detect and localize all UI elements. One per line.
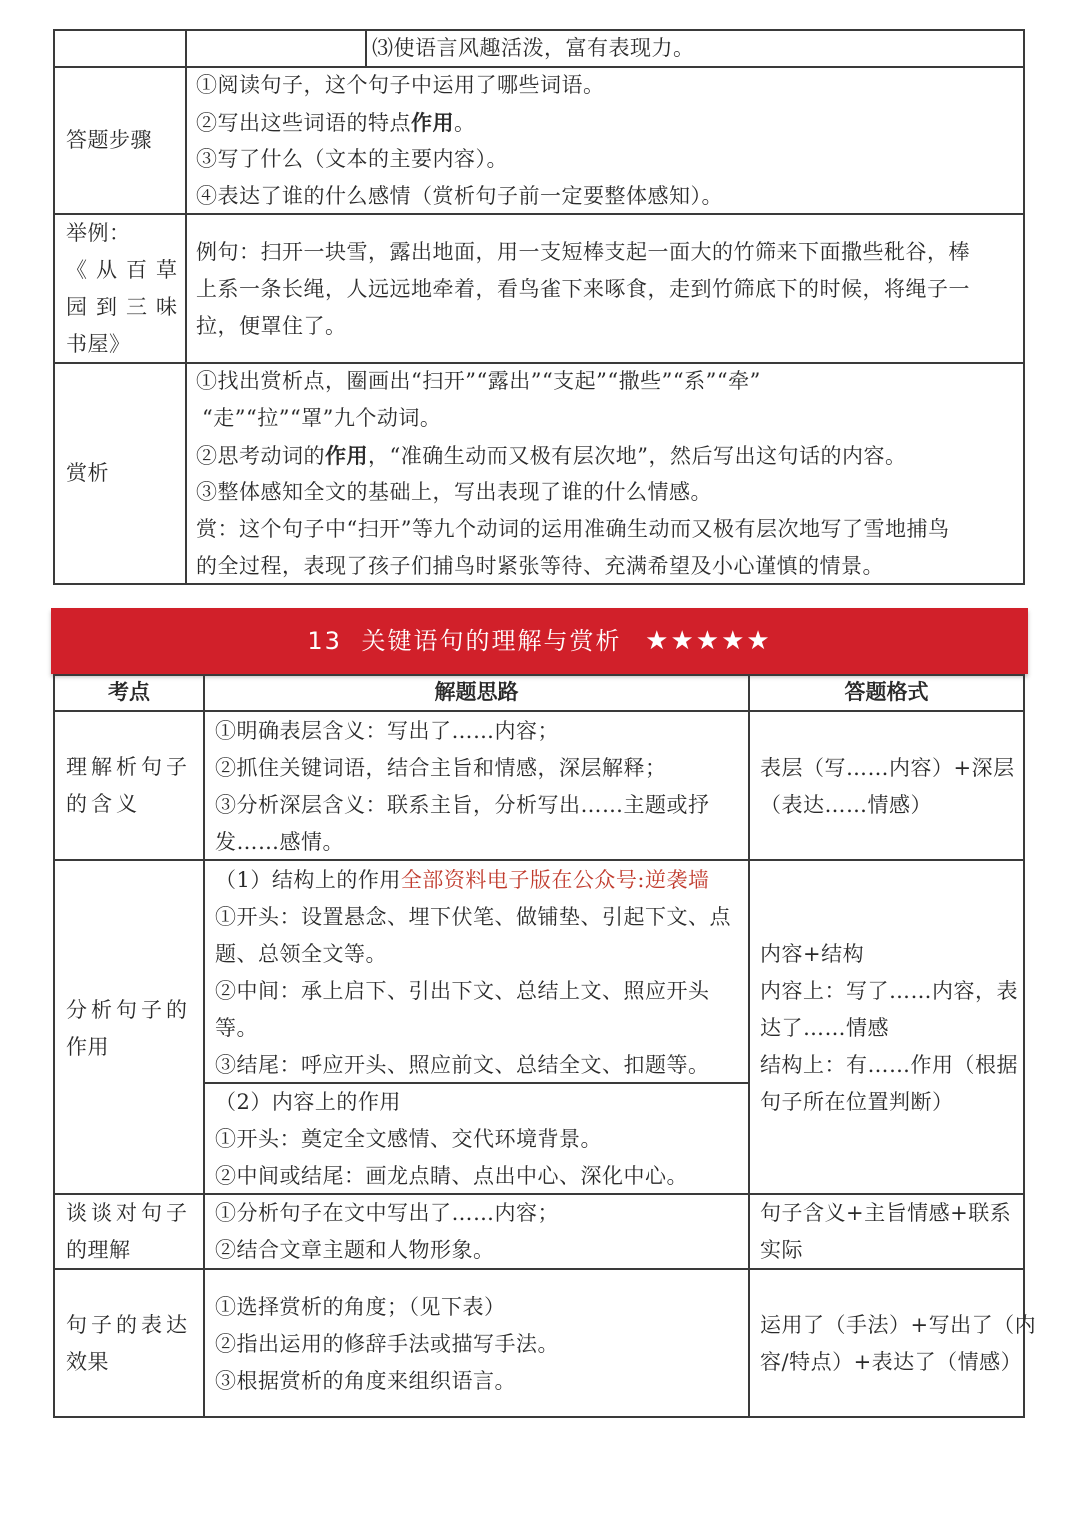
format-line: 表层（写……内容）+深层 — [760, 756, 1015, 780]
rating-stars: ★★★★★ — [645, 626, 772, 656]
text-line: 等。 — [215, 1016, 258, 1040]
format-line: 结构上：有……作用（根据 — [760, 1053, 1018, 1077]
format-line: 运用了（手法）+写出了（内 — [760, 1313, 1037, 1337]
label-line: 举例： — [66, 221, 131, 245]
list-item: ③写了什么（文本的主要内容）。 — [196, 147, 508, 171]
format-line: 内容+结构 — [760, 942, 865, 966]
text-line: ②抓住关键词语，结合主旨和情感，深层解释； — [215, 756, 667, 780]
text-line: ①开头：设置悬念、埋下伏笔、做铺垫、引起下文、点 — [215, 905, 731, 929]
section-number: 13 — [307, 627, 342, 655]
column-header: 答题格式 — [844, 680, 929, 704]
text-line: ①开头：奠定全文感情、交代环境背景。 — [215, 1127, 602, 1151]
row-label: 谈谈对句子 — [66, 1201, 191, 1225]
table-cell: ⑶使语言风趣活泼，富有表现力。 — [372, 36, 695, 60]
format-line: 句子所在位置判断） — [760, 1090, 954, 1114]
text-line: 拉，便罩住了。 — [196, 314, 347, 338]
text-line: ②中间或结尾：画龙点睛、点出中心、深化中心。 — [215, 1164, 688, 1188]
format-line: 句子含义+主旨情感+联系 — [760, 1201, 1012, 1225]
list-item: ④表达了谁的什么感情（赏析句子前一定要整体感知）。 — [196, 184, 723, 208]
text-line: 例句：扫开一块雪，露出地面，用一支短棒支起一面大的竹筛来下面撒些秕谷，棒 — [196, 240, 970, 264]
label-line: 《从百草 — [66, 258, 186, 282]
row-label: 作用 — [66, 1035, 109, 1059]
label-line: 园到三味 — [66, 295, 186, 319]
text-line: （1）结构上的作用全部资料电子版在公众号:逆袭墙 — [215, 868, 710, 892]
column-header: 解题思路 — [434, 680, 519, 704]
format-line: 容/特点）+表达了（情感） — [760, 1350, 1023, 1374]
text-line: ①找出赏析点，圈画出“扫开”“露出”“支起”“撒些”“系”“牵” — [196, 369, 761, 393]
text-line: （2）内容上的作用 — [215, 1090, 401, 1114]
text-line: ①分析句子在文中写出了……内容； — [215, 1201, 559, 1225]
text-line: ①选择赏析的角度；（见下表） — [215, 1295, 506, 1319]
text-line: ②思考动词的作用，“准确生动而又极有层次地”，然后写出这句话的内容。 — [196, 443, 907, 468]
format-line: 内容上：写了……内容，表 — [760, 979, 1018, 1003]
text-line: 题、总领全文等。 — [215, 942, 387, 966]
list-item: ②写出这些词语的特点作用。 — [196, 110, 476, 135]
row-label: 理解析句子 — [66, 755, 191, 779]
text-line: ①明确表层含义：写出了……内容； — [215, 719, 559, 743]
text-line: 的全过程，表现了孩子们捕鸟时紧张等待、充满希望及小心谨慎的情景。 — [196, 554, 884, 578]
row-label: 赏析 — [66, 461, 109, 485]
row-label: 分析句子的 — [66, 998, 191, 1022]
row-label: 的理解 — [66, 1238, 131, 1262]
text-line: ②中间：承上启下、引出下文、总结上文、照应开头 — [215, 979, 710, 1003]
format-line: 实际 — [760, 1238, 803, 1262]
text-line: 发……感情。 — [215, 830, 344, 854]
text-line: “走”“拉”“罩”九个动词。 — [202, 406, 442, 430]
row-label: 效果 — [66, 1350, 109, 1374]
format-line: （表达……情感） — [760, 793, 932, 817]
list-item: ①阅读句子，这个句子中运用了哪些词语。 — [196, 73, 605, 97]
section-banner — [51, 608, 1028, 674]
row-label: 答题步骤 — [66, 128, 152, 152]
text-line: ②指出运用的修辞手法或描写手法。 — [215, 1332, 559, 1356]
text-line: ③整体感知全文的基础上，写出表现了谁的什么情感。 — [196, 480, 712, 504]
column-header: 考点 — [108, 680, 150, 704]
text-line: ②结合文章主题和人物形象。 — [215, 1238, 495, 1262]
text-line: 上系一条长绳，人远远地牵着，看鸟雀下来啄食，走到竹筛底下的时候，将绳子一 — [196, 277, 970, 301]
text-line: ③根据赏析的角度来组织语言。 — [215, 1369, 516, 1393]
text-line: ③分析深层含义：联系主旨，分析写出……主题或抒 — [215, 793, 710, 817]
label-line: 书屋》 — [66, 332, 131, 356]
text-line: 赏：这个句子中“扫开”等九个动词的运用准确生动而又极有层次地写了雪地捕鸟 — [196, 517, 950, 541]
row-label: 的含义 — [66, 792, 141, 816]
section-title: 关键语句的理解与赏析 — [361, 627, 622, 655]
promo-watermark: 全部资料电子版在公众号:逆袭墙 — [400, 868, 710, 892]
text-line: ③结尾：呼应开头、照应前文、总结全文、扣题等。 — [215, 1053, 710, 1077]
format-line: 达了……情感 — [760, 1016, 889, 1040]
row-label: 句子的表达 — [66, 1313, 191, 1337]
